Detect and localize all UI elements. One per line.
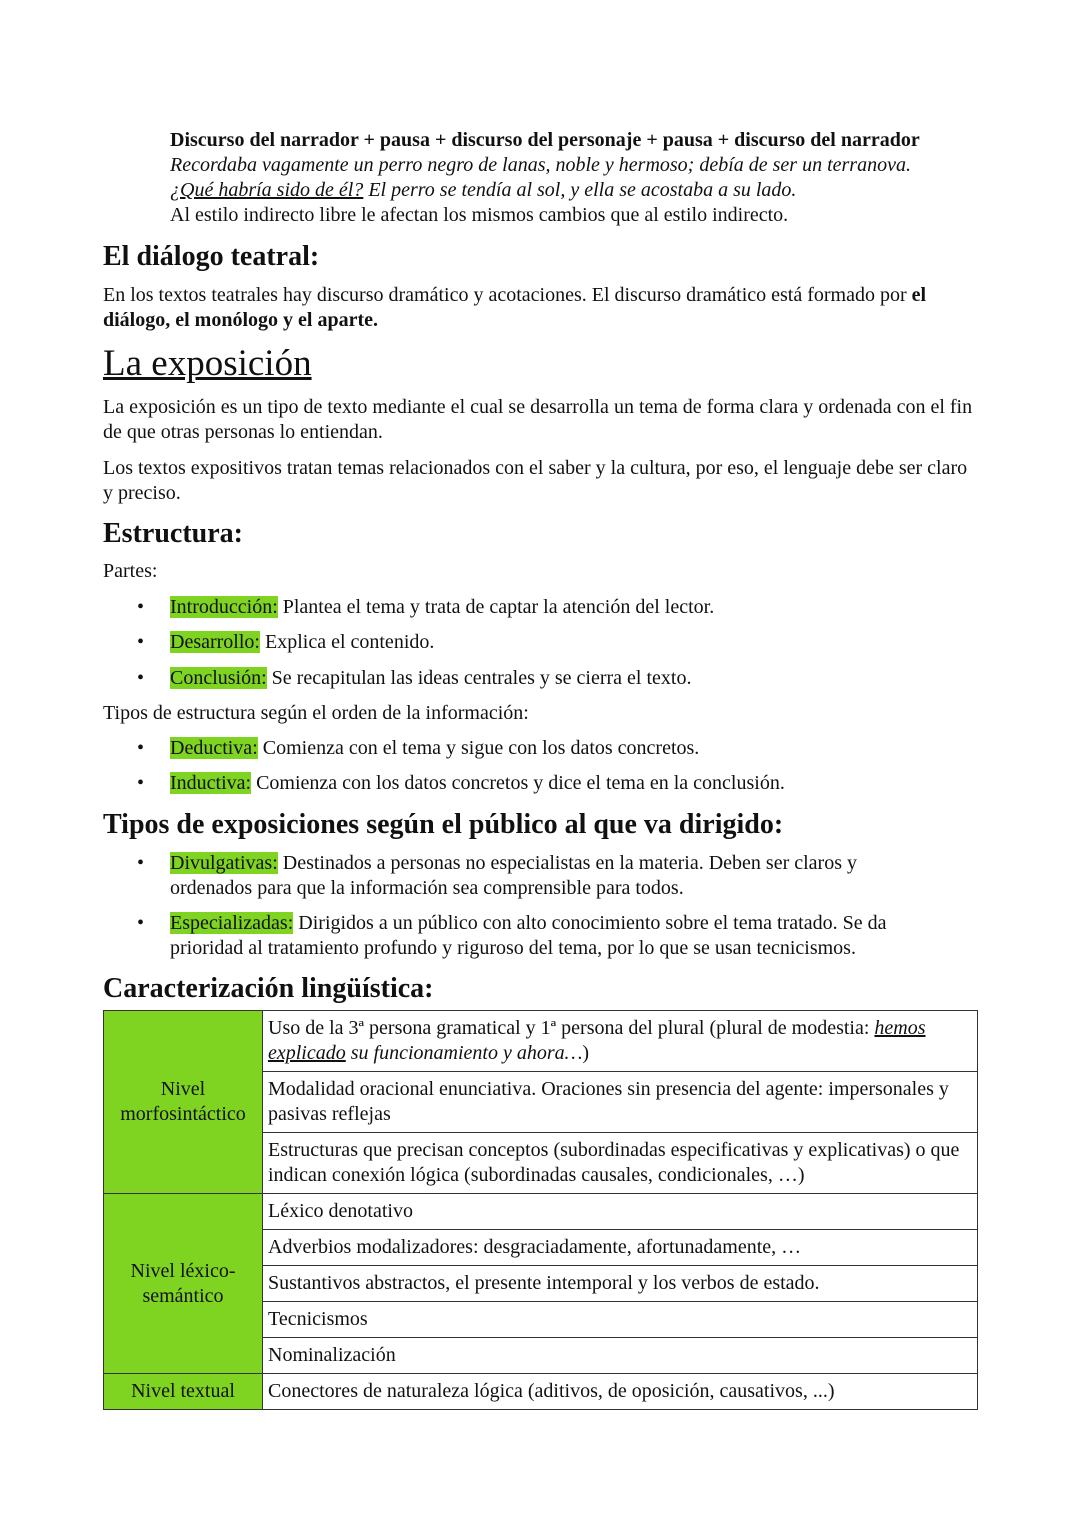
- table-cell: Léxico denotativo: [263, 1194, 978, 1230]
- heading-estructura: Estructura:: [103, 518, 243, 549]
- bullet-icon: •: [137, 852, 145, 874]
- label-lexico: Nivel léxico-semántico: [104, 1194, 263, 1374]
- note: Al estilo indirecto libre le afectan los mismos cambios que al estilo indirecto.: [170, 204, 789, 226]
- text: su funcionamiento y ahora…: [345, 1042, 583, 1064]
- bullet-icon: •: [137, 631, 145, 653]
- table-cell: Nominalización: [263, 1338, 978, 1374]
- exposicion-p1: La exposición es un tipo de texto mediante el cual se desarrolla un tema de forma clara y ordenada con el fin de que otras personas lo entiendan.: [103, 396, 973, 443]
- list-item: [170, 911, 960, 961]
- formula: Discurso del narrador + pausa + discurso del personaje + pausa + discurso del narrador: [170, 129, 920, 151]
- heading-exposicion: La exposición: [103, 343, 312, 384]
- table-cell: Modalidad oracional enunciativa. Oraciones sin presencia del agente: impersonales y pasivas reflejas: [263, 1072, 978, 1133]
- text: [104, 1374, 978, 1410]
- highlighted-term: Divulgativas:: [170, 852, 278, 874]
- bullet-icon: •: [137, 667, 145, 689]
- text: Se recapitulan las ideas centrales y se cierra el texto.: [266, 667, 692, 689]
- bullet-icon: •: [137, 772, 145, 794]
- list-item: [170, 851, 940, 901]
- text: hemos explicado: [268, 1017, 926, 1064]
- text: [104, 1194, 978, 1230]
- label-textual: Nivel textual: [104, 1374, 263, 1410]
- text: Explica el contenido.: [259, 631, 435, 653]
- list-item: [170, 771, 1000, 796]
- example-question: ¿Qué habría sido de él?: [170, 179, 364, 201]
- heading-caracterizacion: Caracterización lingüística:: [103, 973, 434, 1004]
- heading-publico: Tipos de exposiciones según el público al que va dirigido:: [103, 809, 784, 840]
- estilo-indirecto-libre-block: [170, 128, 1000, 228]
- text: [104, 1011, 978, 1072]
- table-cell: Sustantivos abstractos, el presente intemporal y los verbos de estado.: [263, 1266, 978, 1302]
- text: Destinados a personas no especialistas en la materia. Deben ser claros y ordenados para que la información sea comprensible para todos.: [170, 852, 858, 899]
- exposicion-p2: Los textos expositivos tratan temas relacionados con el saber y la cultura, por eso, el lenguaje debe ser claro y preciso.: [103, 457, 968, 504]
- highlighted-term: Deductiva:: [170, 737, 258, 759]
- list-item: [170, 666, 1000, 691]
- list-item: [170, 736, 1000, 761]
- bullet-icon: •: [137, 596, 145, 618]
- dialogo-text: En los textos teatrales hay discurso dramático y acotaciones. El discurso dramático está formado por: [103, 284, 912, 306]
- table-cell: Conectores de naturaleza lógica (aditivos, de oposición, causativos, ...): [263, 1374, 978, 1410]
- text: Comienza con los datos concretos y dice el tema en la conclusión.: [251, 772, 785, 794]
- table-cell: Estructuras que precisan conceptos (subordinadas especificativas y explicativas) o que indican conexión lógica (subordinadas causales, condicionales, …): [263, 1133, 978, 1194]
- table-cell: Uso de la 3ª persona gramatical y 1ª persona del plural (plural de modestia: hemos explicado su funcionamiento y ahora…): [263, 1011, 978, 1072]
- text: Dirigidos a un público con alto conocimiento sobre el tema tratado. Se da prioridad al tratamiento profundo y riguroso del tema, por lo que se usan tecnicismos.: [170, 912, 887, 959]
- label-morfosintactico: Nivel morfosintáctico: [104, 1011, 263, 1194]
- table-cell: Tecnicismos: [263, 1302, 978, 1338]
- bullet-icon: •: [137, 912, 145, 934]
- table-cell: Adverbios modalizadores: desgraciadamente, afortunadamente, …: [263, 1230, 978, 1266]
- dialogo-paragraph: [103, 283, 953, 333]
- caracterizacion-table: [103, 1010, 978, 1410]
- text: [104, 1011, 978, 1410]
- heading-dialogo: El diálogo teatral:: [103, 241, 320, 272]
- example-rest: El perro se tendía al sol, y ella se acostaba a su lado.: [363, 179, 797, 201]
- dialogo-bold: el diálogo, el monólogo y el aparte.: [103, 284, 927, 331]
- list-item: [170, 595, 1000, 620]
- list-item: [170, 630, 1000, 655]
- bullet-icon: •: [137, 737, 145, 759]
- highlighted-term: Especializadas:: [170, 912, 294, 934]
- tipos-label: Tipos de estructura según el orden de la información:: [103, 702, 529, 724]
- highlighted-term: Desarrollo:: [170, 631, 260, 653]
- example-line-1: Recordaba vagamente un perro negro de lanas, noble y hermoso; debía de ser un terranova.: [170, 154, 911, 176]
- text: Plantea el tema y trata de captar la atención del lector.: [277, 596, 715, 618]
- example-line-2: [170, 178, 1000, 203]
- highlighted-term: Conclusión:: [170, 667, 267, 689]
- highlighted-term: Introducción:: [170, 596, 278, 618]
- partes-label: Partes:: [103, 560, 158, 582]
- text: Comienza con el tema y sigue con los datos concretos.: [257, 737, 700, 759]
- text: Uso de la 3ª persona gramatical y 1ª persona del plural (plural de modestia:: [268, 1017, 875, 1039]
- highlighted-term: Inductiva:: [170, 772, 252, 794]
